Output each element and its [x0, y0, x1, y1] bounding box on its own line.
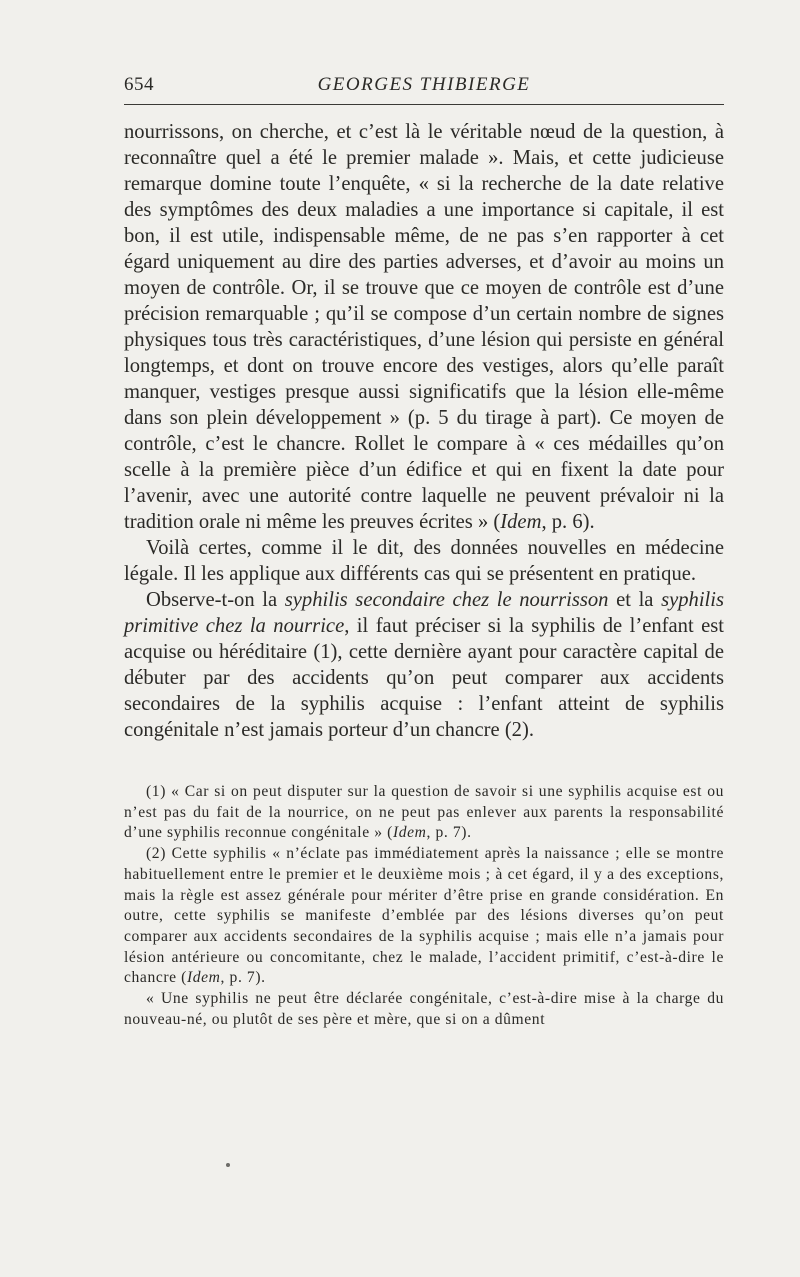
paragraph-3-end: , il faut préciser si la syphilis de l’enfant est acquise ou héréditaire (1), cette dernière ayant pour caractère capital de débuter par des accidents qu’on peut comparer aux accidents secondaires de la syphilis acquise : l’enfant atteint de syphilis congénitale n’est jamais porteur d’un chancre (2).	[124, 615, 724, 741]
header-rule	[124, 104, 724, 105]
running-head: GEORGES THIBIERGE	[317, 74, 531, 95]
paragraph-3-mid: et la	[608, 589, 662, 611]
footnote-2-idem: Idem	[186, 969, 221, 987]
footnote-1-end: , p. 7).	[426, 824, 472, 842]
footnotes	[124, 782, 724, 1030]
footnote-2	[124, 844, 724, 989]
page-header	[124, 72, 724, 102]
paragraph-3-start: Observe-t-on la	[146, 589, 285, 611]
main-text	[124, 119, 724, 743]
paragraph-2: Voilà certes, comme il le dit, des données nouvelles en médecine légale. Il les applique aux différents cas qui se présentent en pratique.	[124, 537, 724, 585]
paragraph-1	[124, 119, 724, 535]
footnote-2-continuation: « Une syphilis ne peut être déclarée congénitale, c’est-à-dire mise à la charge du nouveau-né, ou plutôt de ses père et mère, que si on a dûment	[124, 990, 724, 1028]
footnote-2-end: , p. 7).	[220, 969, 266, 987]
footnote-2-text: (2) Cette syphilis « n’éclate pas immédiatement après la naissance ; elle se montre habituellement entre le premier et le deuxième mois ; à cet égard, il y a des exceptions, mais la règle est assez générale pour mériter d’être prise en grande considération. En outre, cette syphilis se manifeste d’emblée par des lésions diverses qu’on peut comparer aux accidents secondaires de la syphilis acquise ; mais elle n’a jamais pour lésion antérieure ou concomitante, chez le malade, l’accident primitif, c’est-à-dire le chancre (	[124, 845, 724, 987]
print-speck	[226, 1163, 230, 1167]
paragraph-3-italic-2: syphilis primitive chez la nourrice	[124, 589, 725, 637]
footnote-1-idem: Idem	[392, 824, 427, 842]
page-number: 654	[124, 74, 154, 95]
citation-end: , p. 6).	[541, 511, 595, 533]
citation-idem: Idem	[500, 511, 542, 533]
book-page	[124, 72, 724, 1030]
footnote-1-text: (1) « Car si on peut disputer sur la question de savoir si une syphilis acquise est ou n’est pas du fait de la nourrice, on ne peut pas enlever aux parents la responsabilité d’une syphilis reconnue congénitale » (	[124, 783, 724, 842]
footnote-1	[124, 782, 724, 844]
paragraph-1-text: nourrissons, on cherche, et c’est là le véritable nœud de la question, à reconnaître quel a été le premier malade ». Mais, et cette judicieuse remarque domine toute l’enquête, « si la recherche de la date relative des symptômes des deux maladies a une importance si capitale, il est bon, il est utile, indispensable même, de ne pas s’en rapporter à cet égard uniquement au dire des parties adverses, et d’avoir au moins un moyen de contrôle. Or, il se trouve que ce moyen de contrôle est d’une précision remarquable ; qu’il se compose d’un certain nombre de signes physiques tous très caractéristiques, d’une lésion qui persiste en général longtemps, et dont on trouve encore des vestiges, alors qu’elle paraît manquer, vestiges presque aussi significatifs que la lésion elle-même dans son plein développement » (p. 5 du tirage à part). Ce moyen de contrôle, c’est le chancre. Rollet le compare à « ces médailles qu’on scelle à la première pièce d’un édifice et qui en fixent la date pour l’avenir, avec une autorité contre laquelle ne peuvent prévaloir ni la tradition orale ni même les preuves écrites » (	[124, 121, 724, 533]
paragraph-3	[124, 587, 724, 743]
paragraph-3-italic-1: syphilis secondaire chez le nourrisson	[284, 589, 609, 611]
